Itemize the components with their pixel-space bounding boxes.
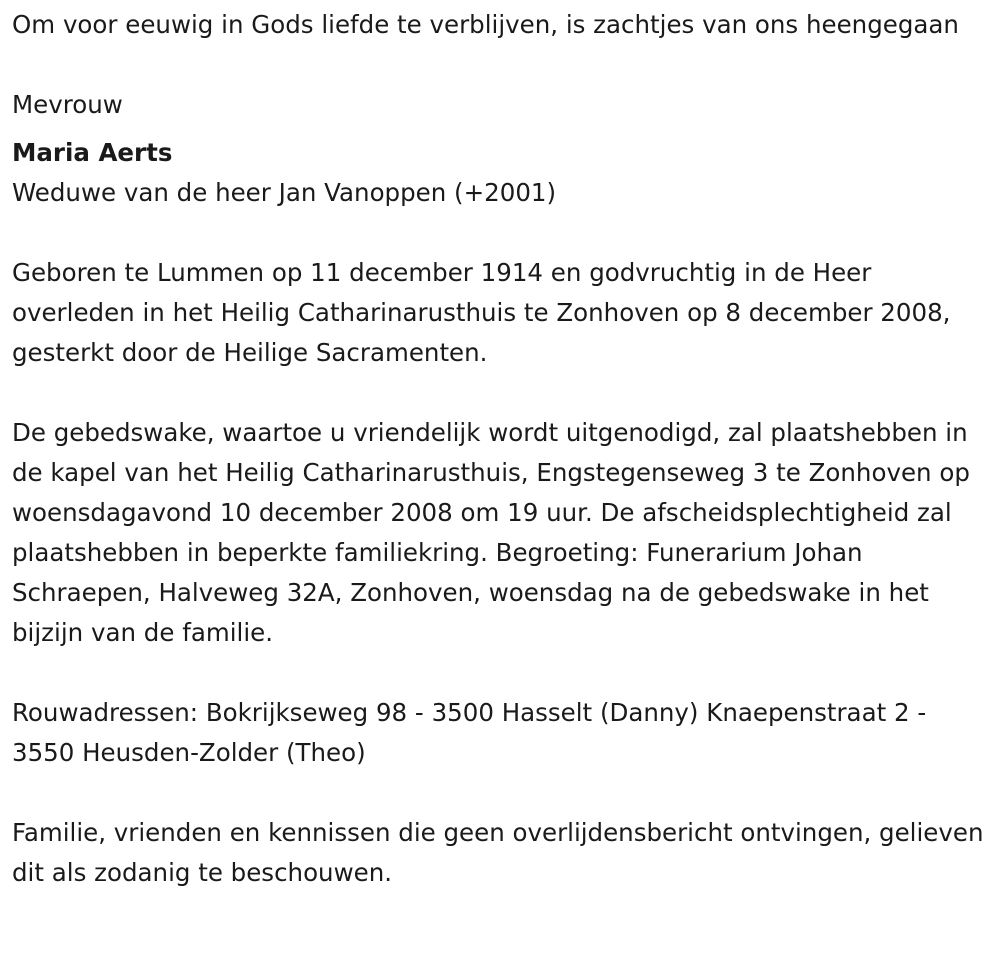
spouse-line: Weduwe van de heer Jan Vanoppen (+2001) bbox=[12, 178, 557, 207]
deceased-name: Maria Aerts bbox=[12, 138, 173, 167]
salutation: Mevrouw bbox=[12, 90, 123, 119]
vigil-paragraph: De gebedswake, waartoe u vriendelijk wordt uitgenodigd, zal plaatshebben in de kapel van het Heilig Catharinarusthuis, Engstegenseweg 3 te Zonhoven op woensdagavond 10 december 2008 om 19 uur. De afscheidsplechtigheid zal plaatshebben in beperkte familiekring. Begroeting: Funerarium Johan Schraepen, Halveweg 32A, Zonhoven, woensdag na de gebedswake in het bijzijn van de familie. bbox=[12, 418, 970, 647]
addresses-paragraph: Rouwadressen: Bokrijkseweg 98 - 3500 Hasselt (Danny) Knaepenstraat 2 - 3550 Heusden-Zolder (Theo) bbox=[12, 698, 927, 767]
intro-text: Om voor eeuwig in Gods liefde te verblijven, is zachtjes van ons heengegaan bbox=[12, 10, 959, 39]
closing-paragraph: Familie, vrienden en kennissen die geen overlijdensbericht ontvingen, gelieven dit als zodanig te beschouwen. bbox=[12, 818, 984, 887]
birth-death-paragraph: Geboren te Lummen op 11 december 1914 en godvruchtig in de Heer overleden in het Heilig Catharinarusthuis te Zonhoven op 8 december 2008, gesterkt door de Heilige Sacramenten. bbox=[12, 258, 951, 367]
